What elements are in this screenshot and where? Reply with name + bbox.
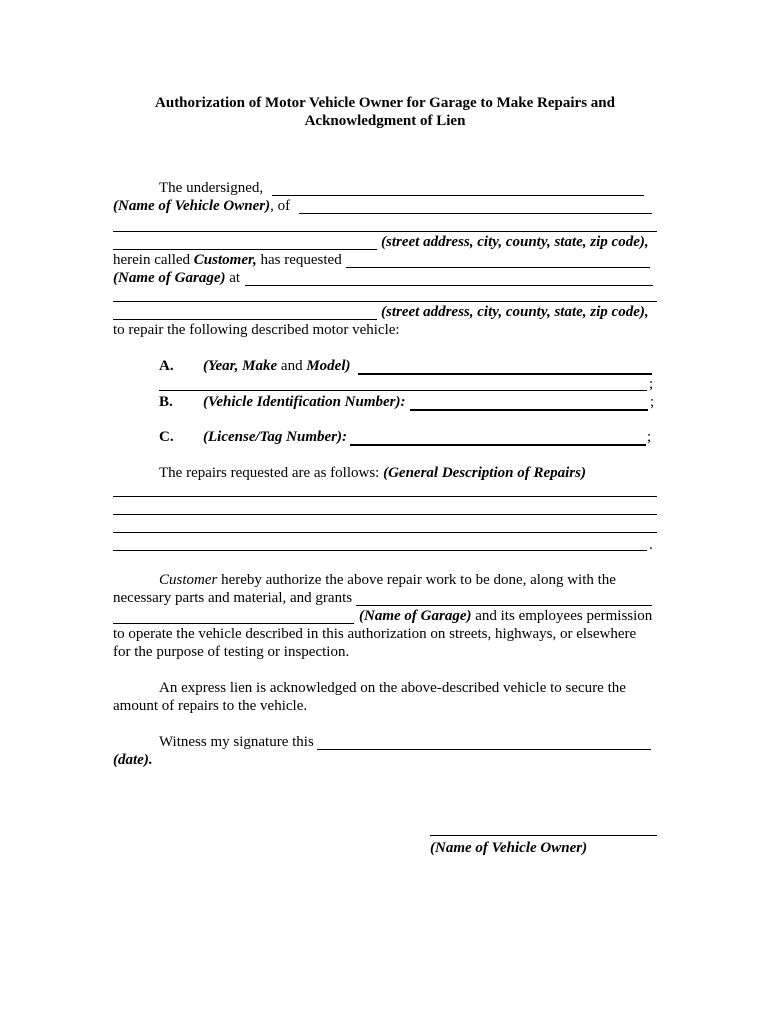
repairs-intro-text: The repairs requested are as follows: — [159, 465, 380, 481]
owner-address-blank-3[interactable] — [113, 249, 377, 250]
signature-line[interactable] — [430, 835, 657, 836]
grantee-blank-2[interactable] — [113, 623, 354, 624]
customer-term: Customer, — [193, 252, 257, 268]
owner-name-label: (Name of Vehicle Owner) — [113, 198, 271, 214]
date-label: (date). — [113, 752, 153, 768]
owner-address-blank-2[interactable] — [113, 231, 657, 232]
authorization-line-3 — [359, 607, 652, 625]
authorization-line-2: necessary parts and material, and grants — [113, 590, 353, 606]
item-c-semicolon: ; — [647, 429, 652, 445]
authorization-text-3: and its employees permission — [475, 608, 653, 624]
year-make-model-blank-2[interactable] — [159, 390, 647, 391]
garage-address-blank-1[interactable] — [245, 285, 653, 286]
license-tag-blank[interactable] — [350, 444, 646, 446]
garage-address-blank-3[interactable] — [113, 319, 377, 320]
grantee-blank-1[interactable] — [356, 605, 652, 606]
owner-address-blank-1[interactable] — [299, 213, 652, 214]
document-title-line-1: Authorization of Motor Vehicle Owner for Garage to Make Repairs and — [155, 95, 615, 111]
repairs-blank-4[interactable] — [113, 550, 647, 551]
document-title-line-2: Acknowledgment of Lien — [304, 113, 466, 129]
garage-name-label-2: (Name of Garage) — [359, 608, 472, 624]
garage-name-label: (Name of Garage) — [113, 270, 226, 286]
customer-row — [113, 251, 342, 269]
undersigned-text: The undersigned, — [159, 180, 264, 196]
authorization-text-1: hereby authorize the above repair work to be done, along with the — [221, 572, 616, 588]
owner-name-blank[interactable] — [272, 195, 644, 196]
at-text: at — [229, 270, 241, 286]
repairs-period: . — [649, 537, 653, 553]
herein-called-text: herein called — [113, 252, 191, 268]
item-b-semicolon: ; — [650, 394, 655, 410]
model-label: Model) — [306, 358, 351, 374]
owner-address-label: (street address, city, county, state, zip code), — [381, 234, 649, 250]
year-make-label: (Year, Make — [203, 358, 278, 374]
item-b-letter: B. — [159, 394, 173, 410]
customer-italic: Customer — [159, 572, 218, 588]
owner-label-row — [113, 197, 290, 215]
garage-address-blank-2[interactable] — [113, 301, 657, 302]
license-tag-label: (License/Tag Number): — [203, 429, 348, 445]
year-make-model-blank[interactable] — [358, 373, 652, 375]
has-requested-text: has requested — [260, 252, 342, 268]
signature-label: (Name of Vehicle Owner) — [430, 840, 588, 856]
authorization-line-1 — [159, 571, 616, 589]
lien-line-2: amount of repairs to the vehicle. — [113, 698, 308, 714]
vin-blank[interactable] — [410, 409, 648, 411]
garage-name-blank[interactable] — [346, 267, 650, 268]
witness-date-blank[interactable] — [317, 749, 651, 750]
witness-text: Witness my signature this — [159, 734, 314, 750]
repairs-blank-2[interactable] — [113, 514, 657, 515]
item-a-label — [203, 357, 351, 375]
to-repair-text: to repair the following described motor vehicle: — [113, 322, 400, 338]
lien-line-1: An express lien is acknowledged on the above-described vehicle to secure the — [159, 680, 626, 696]
item-a-semicolon: ; — [649, 376, 654, 392]
authorization-line-5: for the purpose of testing or inspection. — [113, 644, 350, 660]
vin-label: (Vehicle Identification Number): — [203, 394, 406, 410]
repairs-intro-row — [159, 464, 586, 482]
garage-address-label: (street address, city, county, state, zip code), — [381, 304, 649, 320]
authorization-line-4: to operate the vehicle described in this authorization on streets, highways, or elsewhere — [113, 626, 637, 642]
repairs-blank-1[interactable] — [113, 496, 657, 497]
item-c-letter: C. — [159, 429, 174, 445]
repairs-description-label: (General Description of Repairs) — [383, 465, 586, 481]
item-a-letter: A. — [159, 358, 174, 374]
garage-row — [113, 269, 240, 287]
of-text: , of — [270, 198, 291, 214]
repairs-blank-3[interactable] — [113, 532, 657, 533]
and-text: and — [280, 358, 303, 374]
